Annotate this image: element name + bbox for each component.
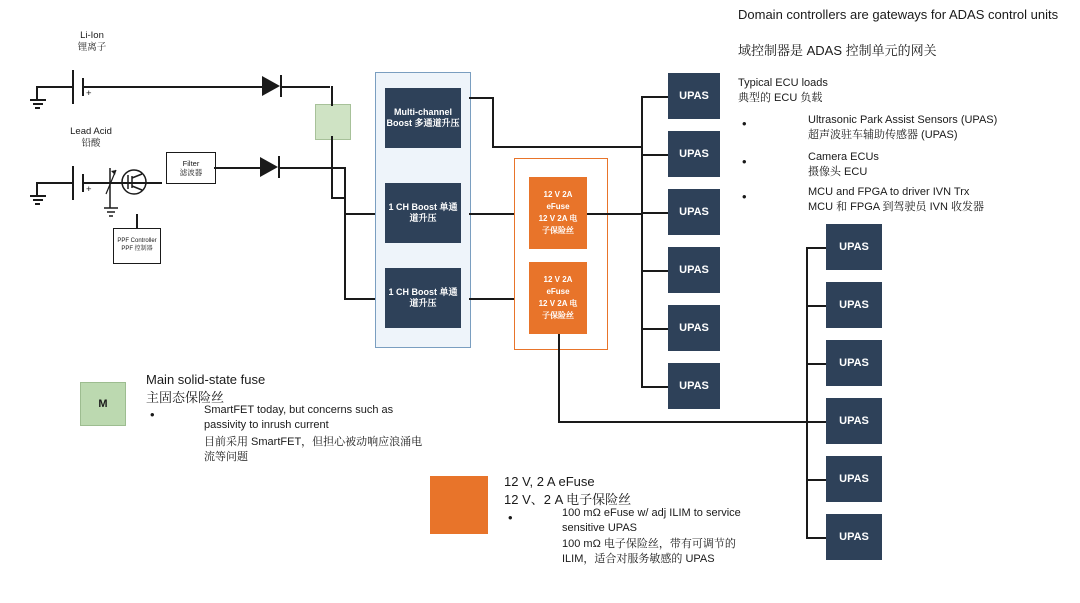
- filter-label-zh: 滤波器: [179, 168, 203, 177]
- bullet-3-zh: MCU 和 FPGA 到驾驶员 IVN 收发器: [808, 201, 985, 213]
- lead-acid-plate-long: [72, 166, 74, 200]
- upas-left-1: [668, 73, 720, 119]
- lead-acid-label-en: Lead Acid: [70, 126, 112, 137]
- upas-right-1: [826, 224, 882, 270]
- upas-right-5-label: UPAS: [839, 473, 869, 485]
- upas-left-3-label: UPAS: [679, 206, 709, 218]
- efuse-block-1: [529, 177, 587, 249]
- legend-efuse-bullet-icon: •: [508, 510, 513, 525]
- green-box-top-wire: [331, 86, 333, 106]
- lead-acid-gnd-bar2: [33, 199, 43, 201]
- boost-1ch-b-label: 1 CH Boost 单通道升压: [388, 286, 458, 308]
- legend-main-fuse-bullet-icon: •: [150, 407, 155, 422]
- multi-channel-boost-block: [385, 88, 461, 148]
- li-ion-pos-wire: [84, 86, 264, 88]
- filter-out-wire: [214, 167, 260, 169]
- li-ion-plate-long: [72, 70, 74, 104]
- lead-acid-neg-wire: [36, 182, 72, 184]
- upas-left-3: [668, 189, 720, 235]
- upas-left-6-label: UPAS: [679, 380, 709, 392]
- ppf-controller-label-zh: PPF 控制器: [121, 246, 153, 252]
- typical-ecu-loads-zh: 典型的 ECU 负载: [738, 92, 823, 104]
- upas-left-2: [668, 131, 720, 177]
- converter-input-bus: [344, 167, 346, 299]
- main-fuse-block: [315, 104, 351, 140]
- upas-right-2: [826, 282, 882, 328]
- left-upas-tap-6: [641, 386, 669, 388]
- domain-title-zh: 域控制器是 ADAS 控制单元的网关: [738, 43, 937, 58]
- left-upas-tap-4: [641, 270, 669, 272]
- bullet-icon-3: •: [742, 189, 747, 204]
- upas-right-5: [826, 456, 882, 502]
- li-ion-to-node-wire: [282, 86, 330, 88]
- left-upas-tap-5: [641, 328, 669, 330]
- efuse-1-line2: eFuse: [546, 202, 570, 211]
- mcb-out-vertical: [492, 97, 494, 147]
- domain-title-en: Domain controllers are gateways for ADAS control units: [738, 7, 1059, 22]
- bullet-1-zh: 超声波驻车辅助传感器 (UPAS): [808, 129, 958, 141]
- bullet-2-en: Camera ECUs: [808, 151, 879, 163]
- upas-right-4-label: UPAS: [839, 415, 869, 427]
- efuse-2-line3: 12 V 2A 电: [538, 299, 578, 308]
- efuse-block-2: [529, 262, 587, 334]
- bullet-2-zh: 摄像头 ECU: [808, 166, 868, 178]
- bullet-1-en: Ultrasonic Park Assist Sensors (UPAS): [808, 114, 998, 126]
- boost-1ch-b-block: [385, 268, 461, 328]
- legend-main-fuse-title-zh: 主固态保险丝: [146, 390, 225, 405]
- efuse-2-line1: 12 V 2A: [543, 275, 573, 284]
- efuse-1-line4: 子保险丝: [542, 226, 574, 235]
- bullet-icon-1: •: [742, 116, 747, 131]
- left-upas-bus: [641, 96, 643, 386]
- lead-acid-to-bus-wire: [280, 167, 344, 169]
- lead-acid-gnd-bar1: [30, 195, 46, 197]
- ppf-controller-label-en: PPF Controller: [117, 238, 157, 245]
- upas-left-4: [668, 247, 720, 293]
- ppf-controller-box: [113, 228, 161, 264]
- upas-left-5: [668, 305, 720, 351]
- filter-label-en: Filter: [182, 158, 200, 168]
- legend-efuse-title-en: 12 V, 2 A eFuse: [504, 474, 595, 489]
- left-upas-tap-1: [641, 96, 669, 98]
- typical-ecu-loads-en: Typical ECU loads: [738, 77, 828, 89]
- ppfc-switch-icons: [104, 150, 162, 220]
- lead-acid-label-zh: 铅酸: [81, 138, 101, 149]
- li-ion-gnd-stem: [36, 86, 38, 100]
- boost-b-to-efuse2: [469, 298, 515, 300]
- upas-left-2-label: UPAS: [679, 148, 709, 160]
- upas-right-3-label: UPAS: [839, 357, 869, 369]
- legend-main-fuse-marker: M: [98, 398, 108, 410]
- li-ion-neg-wire: [36, 86, 72, 88]
- boost-a-to-efuse1: [469, 213, 515, 215]
- lead-acid-gnd-bar3: [35, 203, 40, 205]
- bus-to-1ch-a: [344, 213, 376, 215]
- efuse2-out-horizontal: [558, 421, 806, 423]
- legend-efuse-bullet-en: 100 mΩ eFuse w/ adj ILIM to service sensitive UPAS: [562, 507, 744, 534]
- efuse-1-line3: 12 V 2A 电: [538, 214, 578, 223]
- bullet-3-en: MCU and FPGA to driver IVN Trx: [808, 186, 970, 198]
- ppf-controller-stem: [136, 214, 138, 228]
- efuse2-out-vertical: [558, 334, 560, 422]
- upas-right-6: [826, 514, 882, 560]
- li-ion-plus-sign: +: [86, 88, 92, 99]
- legend-main-fuse-title-en: Main solid-state fuse: [146, 372, 266, 387]
- li-ion-label-en: Li-Ion: [80, 30, 104, 41]
- legend-main-fuse-bullet-zh: 目前采用 SmartFET，但担心被动响应浪涌电流等问题: [204, 436, 423, 463]
- li-ion-gnd-bar2: [33, 103, 43, 105]
- mcb-out-wire-top: [469, 97, 493, 99]
- boost-1ch-a-block: [385, 183, 461, 243]
- lead-acid-gnd-stem: [36, 182, 38, 196]
- right-upas-bus: [806, 247, 808, 537]
- bullet-icon-2: •: [742, 154, 747, 169]
- upas-left-6: [668, 363, 720, 409]
- left-upas-tap-3: [641, 212, 669, 214]
- legend-efuse-swatch: [430, 476, 488, 534]
- upas-right-1-label: UPAS: [839, 241, 869, 253]
- upas-right-3: [826, 340, 882, 386]
- filter-box: [166, 152, 216, 184]
- legend-main-fuse-swatch: [80, 382, 126, 426]
- legend-efuse-bullet-zh: 100 mΩ 电子保险丝，带有可调节的 ILIM，适合对服务敏感的 UPAS: [562, 538, 739, 565]
- efuse1-out-wire: [587, 213, 642, 215]
- legend-efuse-title-zh: 12 V、2 A 电子保险丝: [504, 492, 632, 507]
- lead-acid-plus-sign: +: [86, 184, 92, 195]
- upas-left-5-label: UPAS: [679, 322, 709, 334]
- mcb-to-upas-bus: [492, 146, 642, 148]
- upas-left-4-label: UPAS: [679, 264, 709, 276]
- efuse-2-line2: eFuse: [546, 287, 570, 296]
- li-ion-gnd-bar3: [35, 107, 40, 109]
- li-ion-gnd-bar1: [30, 99, 46, 101]
- upas-right-2-label: UPAS: [839, 299, 869, 311]
- upas-right-4: [826, 398, 882, 444]
- multi-channel-boost-label: Multi-channel Boost 多通道升压: [386, 106, 460, 128]
- boost-1ch-a-label: 1 CH Boost 单通道升压: [388, 201, 458, 223]
- left-upas-tap-2: [641, 154, 669, 156]
- green-to-bus-wire: [331, 197, 344, 199]
- efuse-1-line1: 12 V 2A: [543, 190, 573, 199]
- bus-to-1ch-b: [344, 298, 376, 300]
- upas-left-1-label: UPAS: [679, 90, 709, 102]
- efuse-2-line4: 子保险丝: [542, 311, 574, 320]
- li-ion-label-zh: 锂离子: [77, 42, 107, 53]
- upas-right-6-label: UPAS: [839, 531, 869, 543]
- legend-main-fuse-bullet-en: SmartFET today, but concerns such as passivity to inrush current: [204, 404, 397, 431]
